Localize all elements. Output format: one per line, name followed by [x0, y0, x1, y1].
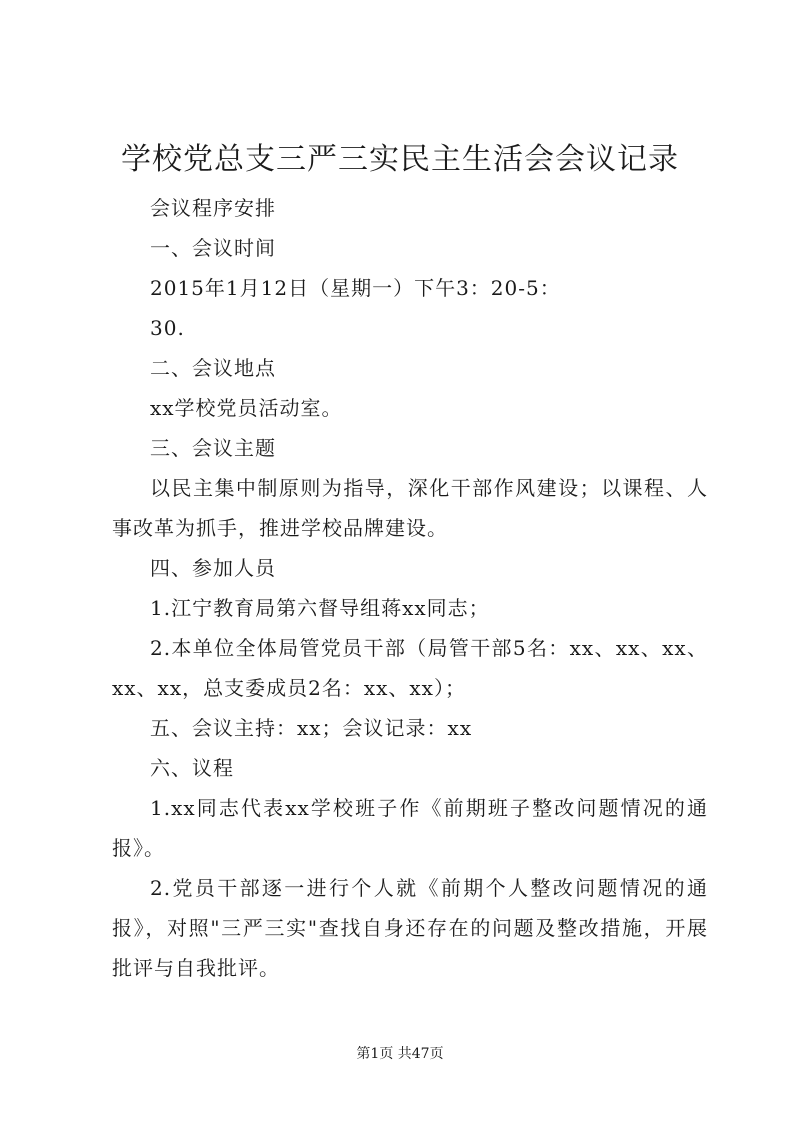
- paragraph-theme-heading: 三、会议主题: [150, 436, 276, 460]
- paragraph-agenda-item-1: 1.xx同志代表xx学校班子作《前期班子整改问题情况的通报》。: [112, 796, 708, 860]
- paragraph-location-value: xx学校党员活动室。: [150, 396, 343, 420]
- paragraph-host-recorder: 五、会议主持：xx；会议记录：xx: [150, 716, 473, 740]
- document-body: [112, 188, 708, 988]
- paragraph-attendee-1: 1.江宁教育局第六督导组蒋xx同志；: [150, 596, 490, 620]
- paragraph-attendee-2: 2.本单位全体局管党员干部（局管干部5名：xx、xx、xx、xx、xx，总支委成员2名：xx、xx）；: [112, 636, 708, 700]
- paragraph-agenda-item-2: 2.党员干部逐一进行个人就《前期个人整改问题情况的通报》，对照"三严三实"查找自身还存在的问题及整改措施，开展批评与自我批评。: [112, 876, 708, 980]
- paragraph-time-value: 2015年1月12日（星期一）下午3：20-5：: [150, 276, 561, 300]
- paragraph-agenda-items-heading: 六、议程: [150, 756, 234, 780]
- document-title: 学校党总支三严三实民主生活会会议记录: [121, 142, 679, 177]
- paragraph-time-value-continued: 30.: [150, 316, 185, 340]
- paragraph-location-heading: 二、会议地点: [150, 356, 276, 380]
- paragraph-attendees-heading: 四、参加人员: [150, 556, 276, 580]
- paragraph-time-heading: 一、会议时间: [150, 236, 276, 260]
- page-footer: 第1页 共47页: [356, 1046, 444, 1062]
- paragraph-theme-value: 以民主集中制原则为指导，深化干部作风建设；以课程、人事改革为抓手，推进学校品牌建设。: [112, 476, 708, 540]
- paragraph-agenda-heading: 会议程序安排: [150, 196, 276, 220]
